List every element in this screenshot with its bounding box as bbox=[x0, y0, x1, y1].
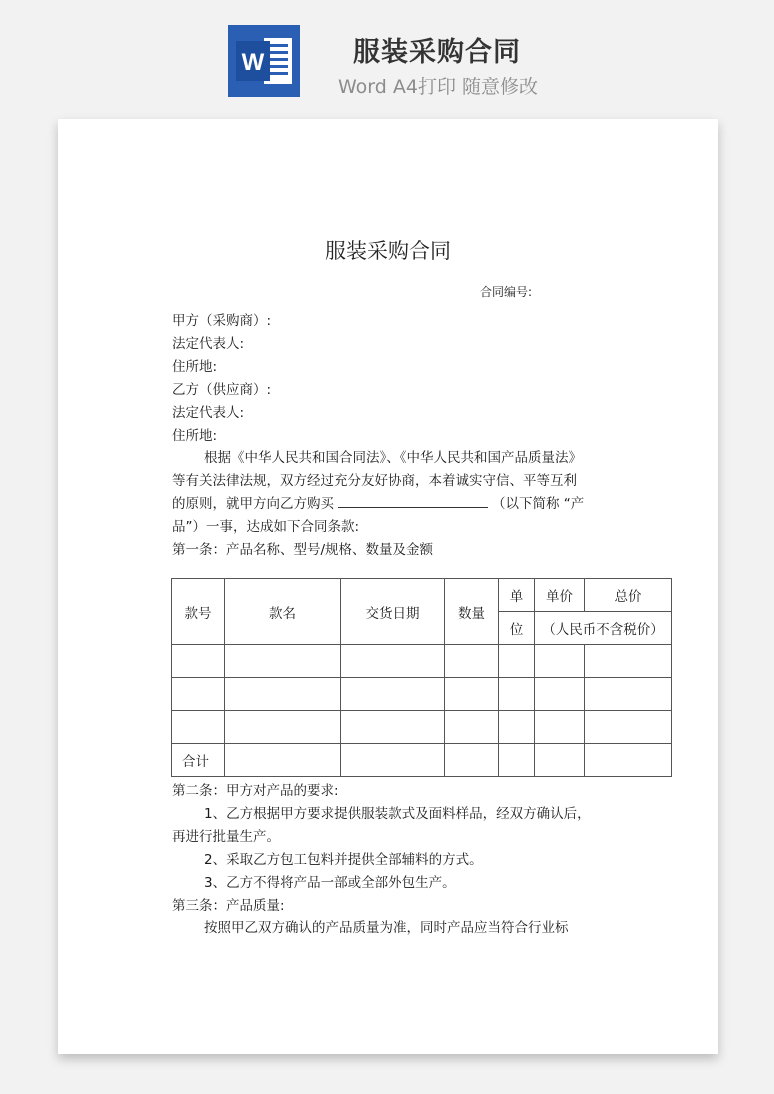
header-style-no: 款号 bbox=[172, 579, 225, 645]
table-cell[interactable] bbox=[585, 678, 672, 711]
table-row bbox=[172, 711, 672, 744]
party-a-representative: 法定代表人: bbox=[172, 336, 245, 352]
table-cell[interactable] bbox=[172, 645, 225, 678]
table-cell[interactable] bbox=[445, 645, 499, 678]
party-a-label: 甲方（采购商）: bbox=[172, 313, 272, 329]
contract-number-label: 合同编号: bbox=[480, 285, 533, 299]
header-unit-top: 单 bbox=[499, 579, 535, 612]
total-label: 合计 bbox=[172, 744, 225, 777]
word-icon-letter: W bbox=[241, 49, 265, 76]
table-cell[interactable] bbox=[499, 678, 535, 711]
article-2-item-1: 1、乙方根据甲方要求提供服装款式及面料样品，经双方确认后， bbox=[204, 806, 591, 822]
article-2-item-2: 2、采取乙方包工包料并提供全部辅料的方式。 bbox=[204, 852, 483, 868]
article-2-heading: 第二条：甲方对产品的要求: bbox=[172, 783, 339, 799]
table-cell[interactable] bbox=[499, 645, 535, 678]
document-page bbox=[58, 119, 718, 1054]
intro-line-3-end: （以下简称 “产 bbox=[492, 496, 585, 512]
header-unit-bottom: 位 bbox=[499, 612, 535, 645]
article-2-item-3: 3、乙方不得将产品一部或全部外包生产。 bbox=[204, 875, 456, 891]
document-title: 服装采购合同 bbox=[325, 239, 451, 263]
article-3-text: 按照甲乙双方确认的产品质量为准，同时产品应当符合行业标 bbox=[204, 920, 569, 936]
table-cell[interactable] bbox=[341, 744, 445, 777]
table-cell[interactable] bbox=[225, 678, 341, 711]
party-a-address: 住所地: bbox=[172, 359, 218, 375]
product-table bbox=[171, 578, 672, 777]
table-row bbox=[172, 678, 672, 711]
table-cell[interactable] bbox=[225, 711, 341, 744]
table-cell[interactable] bbox=[535, 645, 585, 678]
table-cell[interactable] bbox=[341, 645, 445, 678]
table-cell[interactable] bbox=[341, 678, 445, 711]
table-total-row bbox=[172, 744, 672, 777]
table-cell[interactable] bbox=[535, 711, 585, 744]
header-title: 服装采购合同 bbox=[353, 37, 521, 68]
table-cell[interactable] bbox=[225, 645, 341, 678]
header-subtitle: Word A4打印 随意修改 bbox=[337, 76, 538, 98]
header-style-name: 款名 bbox=[225, 579, 341, 645]
word-icon bbox=[228, 25, 300, 97]
table-cell[interactable] bbox=[172, 678, 225, 711]
header-unit-price: 单价 bbox=[535, 579, 585, 612]
intro-line-3 bbox=[172, 492, 584, 512]
header-currency-note: （人民币不含税价） bbox=[535, 612, 672, 645]
intro-line-1: 根据《中华人民共和国合同法》、《中华人民共和国产品质量法》 bbox=[204, 450, 582, 466]
table-cell[interactable] bbox=[535, 744, 585, 777]
party-b-address: 住所地: bbox=[172, 428, 218, 444]
party-b-label: 乙方（供应商）: bbox=[172, 382, 272, 398]
table-cell[interactable] bbox=[445, 678, 499, 711]
table-cell[interactable] bbox=[499, 744, 535, 777]
article-3-heading: 第三条：产品质量: bbox=[172, 898, 285, 914]
table-row bbox=[172, 645, 672, 678]
intro-line-2: 等有关法律法规，双方经过充分友好协商，本着诚实守信、平等互利 bbox=[172, 473, 577, 489]
table-cell[interactable] bbox=[499, 711, 535, 744]
table-cell[interactable] bbox=[445, 744, 499, 777]
header-quantity: 数量 bbox=[445, 579, 499, 645]
page-header bbox=[0, 0, 774, 110]
article-2-item-1-cont: 再进行批量生产。 bbox=[172, 829, 280, 845]
table-cell[interactable] bbox=[535, 678, 585, 711]
table-cell[interactable] bbox=[585, 645, 672, 678]
header-total-price: 总价 bbox=[585, 579, 672, 612]
party-b-representative: 法定代表人: bbox=[172, 405, 245, 421]
table-cell[interactable] bbox=[341, 711, 445, 744]
product-blank[interactable] bbox=[338, 493, 488, 508]
table-cell[interactable] bbox=[225, 744, 341, 777]
intro-line-3-start: 的原则，就甲方向乙方购买 bbox=[172, 496, 334, 512]
table-cell[interactable] bbox=[585, 744, 672, 777]
intro-line-4: 品”）一事，达成如下合同条款: bbox=[172, 519, 360, 535]
table-cell[interactable] bbox=[445, 711, 499, 744]
table-cell[interactable] bbox=[585, 711, 672, 744]
table-cell[interactable] bbox=[172, 711, 225, 744]
header-delivery-date: 交货日期 bbox=[341, 579, 445, 645]
article-1-heading: 第一条：产品名称、型号/规格、数量及金额 bbox=[172, 542, 434, 558]
